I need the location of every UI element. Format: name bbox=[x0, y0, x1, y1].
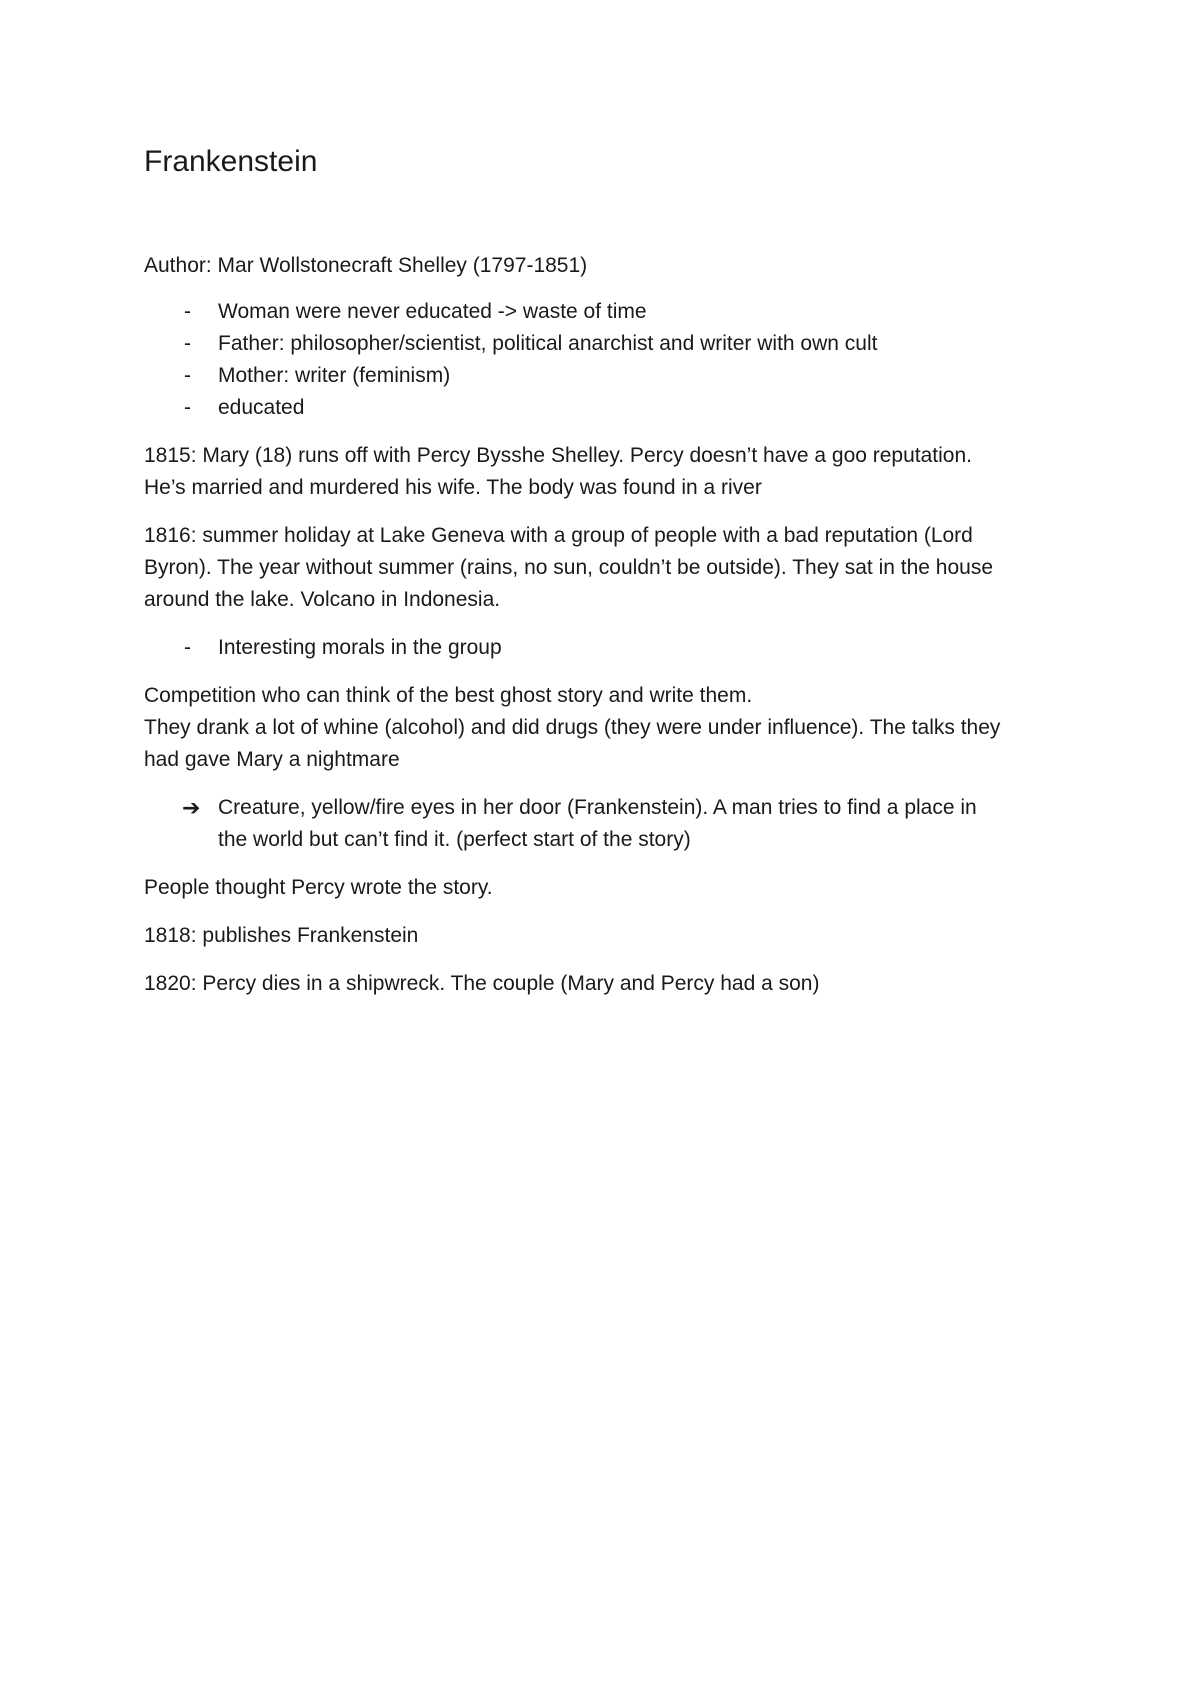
paragraph-line: They drank a lot of whine (alcohol) and did drugs (they were under influence). The talks they bbox=[144, 716, 1001, 739]
list-item bbox=[144, 360, 1064, 392]
paragraph-1818: 1818: publishes Frankenstein bbox=[144, 924, 419, 947]
bullet-text: Mother: writer (feminism) bbox=[218, 364, 451, 387]
paragraph-line: Competition who can think of the best ghost story and write them. bbox=[144, 684, 753, 707]
dash-bullet: - bbox=[184, 396, 191, 419]
bullet-text: educated bbox=[218, 396, 305, 419]
paragraph-1815 bbox=[144, 440, 1064, 504]
paragraph-line: Byron). The year without summer (rains, no sun, couldn’t be outside). They sat in the house bbox=[144, 556, 993, 579]
list-item bbox=[144, 632, 1064, 664]
paragraph-line: He’s married and murdered his wife. The body was found in a river bbox=[144, 476, 762, 499]
bullet-text: Father: philosopher/scientist, political anarchist and writer with own cult bbox=[218, 332, 878, 355]
paragraph-competition bbox=[144, 680, 1064, 776]
list-item bbox=[144, 392, 1064, 424]
document-content bbox=[144, 140, 1064, 1016]
bullet-text: Woman were never educated -> waste of time bbox=[218, 300, 647, 323]
dash-bullet: - bbox=[184, 364, 191, 387]
paragraph-line: around the lake. Volcano in Indonesia. bbox=[144, 588, 501, 611]
paragraph-line: 1815: Mary (18) runs off with Percy Bysshe Shelley. Percy doesn’t have a goo reputation. bbox=[144, 444, 972, 467]
author-bullet-list bbox=[144, 296, 1064, 424]
paragraph-line: 1816: summer holiday at Lake Geneva with a group of people with a bad reputation (Lord bbox=[144, 524, 973, 547]
paragraph-line: Creature, yellow/fire eyes in her door (Frankenstein). A man tries to find a place in bbox=[218, 796, 977, 819]
arrow-right-icon: ➔ bbox=[182, 795, 201, 820]
paragraph-line: the world but can’t find it. (perfect start of the story) bbox=[218, 828, 691, 851]
list-item bbox=[144, 296, 1064, 328]
dash-bullet: - bbox=[184, 332, 191, 355]
list-item bbox=[144, 328, 1064, 360]
document-title: Frankenstein bbox=[144, 145, 318, 178]
dash-bullet: - bbox=[184, 300, 191, 323]
paragraph-1820: 1820: Percy dies in a shipwreck. The couple (Mary and Percy had a son) bbox=[144, 972, 820, 995]
paragraph-line: had gave Mary a nightmare bbox=[144, 748, 400, 771]
paragraph-percy-wrote: People thought Percy wrote the story. bbox=[144, 876, 493, 899]
creature-arrow-list bbox=[144, 792, 1064, 856]
dash-bullet: - bbox=[184, 636, 191, 659]
list-item bbox=[144, 792, 1064, 856]
bullet-text: Interesting morals in the group bbox=[218, 636, 502, 659]
paragraph-1816 bbox=[144, 520, 1064, 616]
group-bullet-list bbox=[144, 632, 1064, 664]
author-line: Author: Mar Wollstonecraft Shelley (1797-1851) bbox=[144, 254, 588, 277]
